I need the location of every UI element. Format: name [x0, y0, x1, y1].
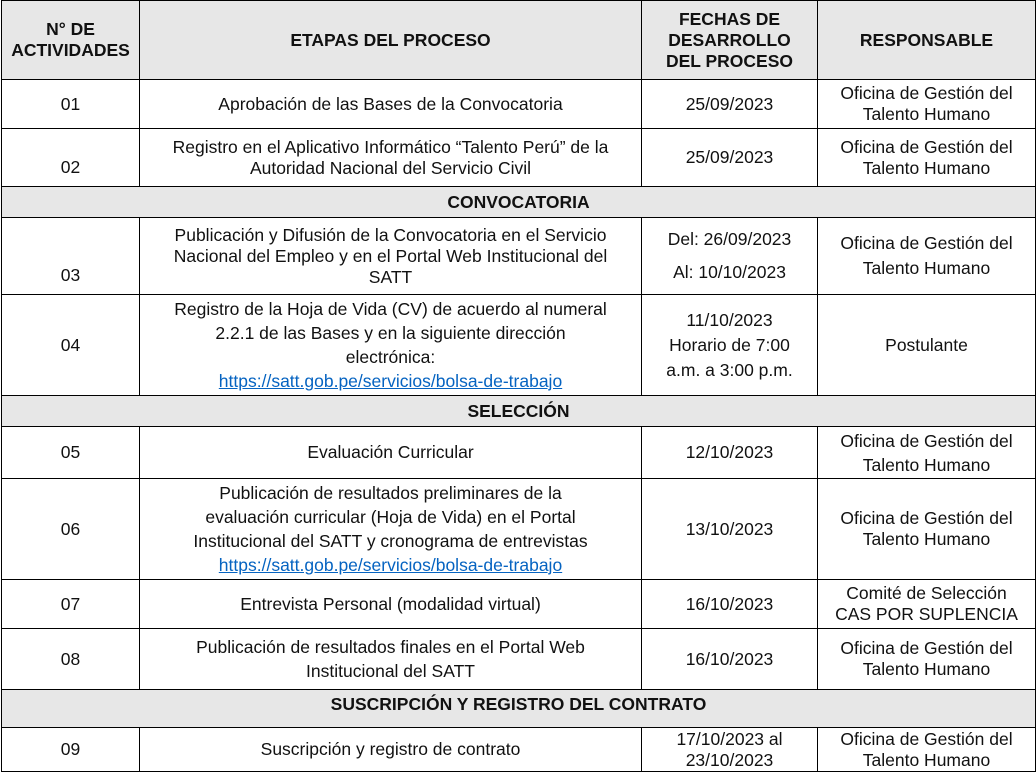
table-row	[2, 580, 1036, 629]
activity-date: 12/10/2023	[642, 427, 818, 479]
activity-stage: Publicación de resultados finales en el Portal Web Institucional del SATT	[140, 629, 642, 690]
activity-responsible: Oficina de Gestión del Talento Humano	[818, 218, 1036, 295]
activity-responsible: Oficina de Gestión del Talento Humano	[818, 629, 1036, 690]
job-board-link[interactable]: https://satt.gob.pe/servicios/bolsa-de-trabajo	[218, 371, 563, 391]
activity-date: Del: 26/09/2023 Al: 10/10/2023	[642, 218, 818, 295]
activity-stage: Entrevista Personal (modalidad virtual)	[140, 580, 642, 629]
activity-number: 09	[2, 728, 140, 772]
activity-stage: Suscripción y registro de contrato	[140, 728, 642, 772]
activity-responsible: Oficina de Gestión del Talento Humano	[818, 479, 1036, 580]
section-row	[2, 690, 1036, 728]
activity-date: 16/10/2023	[642, 580, 818, 629]
activity-stage: Evaluación Curricular	[140, 427, 642, 479]
activity-number: 01	[2, 80, 140, 129]
table-row	[2, 728, 1036, 772]
activity-responsible: Oficina de Gestión del Talento Humano	[818, 80, 1036, 129]
table-row	[2, 80, 1036, 129]
activity-stage: Publicación y Difusión de la Convocatoria en el Servicio Nacional del Empleo y en el Portal Web Institucional del SATT	[140, 218, 642, 295]
activity-date: 17/10/2023 al 23/10/2023	[642, 728, 818, 772]
activity-responsible: Oficina de Gestión del Talento Humano	[818, 728, 1036, 772]
header-responsible: RESPONSABLE	[818, 1, 1036, 80]
activity-date: 25/09/2023	[642, 129, 818, 187]
table-row	[2, 295, 1036, 396]
section-row	[2, 396, 1036, 427]
section-row	[2, 187, 1036, 218]
activity-number: 07	[2, 580, 140, 629]
table-row	[2, 427, 1036, 479]
activity-number: 05	[2, 427, 140, 479]
activity-number: 03	[2, 218, 140, 295]
activity-number: 06	[2, 479, 140, 580]
activity-stage: Publicación de resultados preliminares de la evaluación curricular (Hoja de Vida) en el Portal Institucional del SATT y cronograma de entrevistas https://satt.gob.pe/servicios/bolsa-de-trabajo	[140, 479, 642, 580]
activity-number: 08	[2, 629, 140, 690]
activity-date: 25/09/2023	[642, 80, 818, 129]
section-title: SUSCRIPCIÓN Y REGISTRO DEL CONTRATO	[2, 690, 1036, 728]
section-title: SELECCIÓN	[2, 396, 1036, 427]
activity-responsible: Oficina de Gestión del Talento Humano	[818, 129, 1036, 187]
activity-responsible: Postulante	[818, 295, 1036, 396]
table-row	[2, 129, 1036, 187]
header-num: N° DE ACTIVIDADES	[2, 1, 140, 80]
activity-date: 16/10/2023	[642, 629, 818, 690]
activity-date: 11/10/2023 Horario de 7:00 a.m. a 3:00 p.m.	[642, 295, 818, 396]
job-board-link[interactable]: https://satt.gob.pe/servicios/bolsa-de-trabajo	[218, 555, 563, 575]
header-dates: FECHAS DE DESARROLLO DEL PROCESO	[642, 1, 818, 80]
section-title: CONVOCATORIA	[2, 187, 1036, 218]
activity-date: 13/10/2023	[642, 479, 818, 580]
activity-stage: Registro en el Aplicativo Informático “Talento Perú” de la Autoridad Nacional del Servicio Civil	[140, 129, 642, 187]
activity-stage: Aprobación de las Bases de la Convocatoria	[140, 80, 642, 129]
table-header-row	[2, 1, 1036, 80]
table-row	[2, 629, 1036, 690]
activity-number: 02	[2, 129, 140, 187]
activity-number: 04	[2, 295, 140, 396]
process-schedule-table	[1, 0, 1036, 772]
activity-stage: Registro de la Hoja de Vida (CV) de acuerdo al numeral 2.2.1 de las Bases y en la siguiente dirección electrónica: https://satt.gob.pe/servicios/bolsa-de-trabajo	[140, 295, 642, 396]
header-stages: ETAPAS DEL PROCESO	[140, 1, 642, 80]
table-row	[2, 218, 1036, 295]
table-row	[2, 479, 1036, 580]
activity-responsible: Oficina de Gestión del Talento Humano	[818, 427, 1036, 479]
activity-responsible: Comité de Selección CAS POR SUPLENCIA	[818, 580, 1036, 629]
